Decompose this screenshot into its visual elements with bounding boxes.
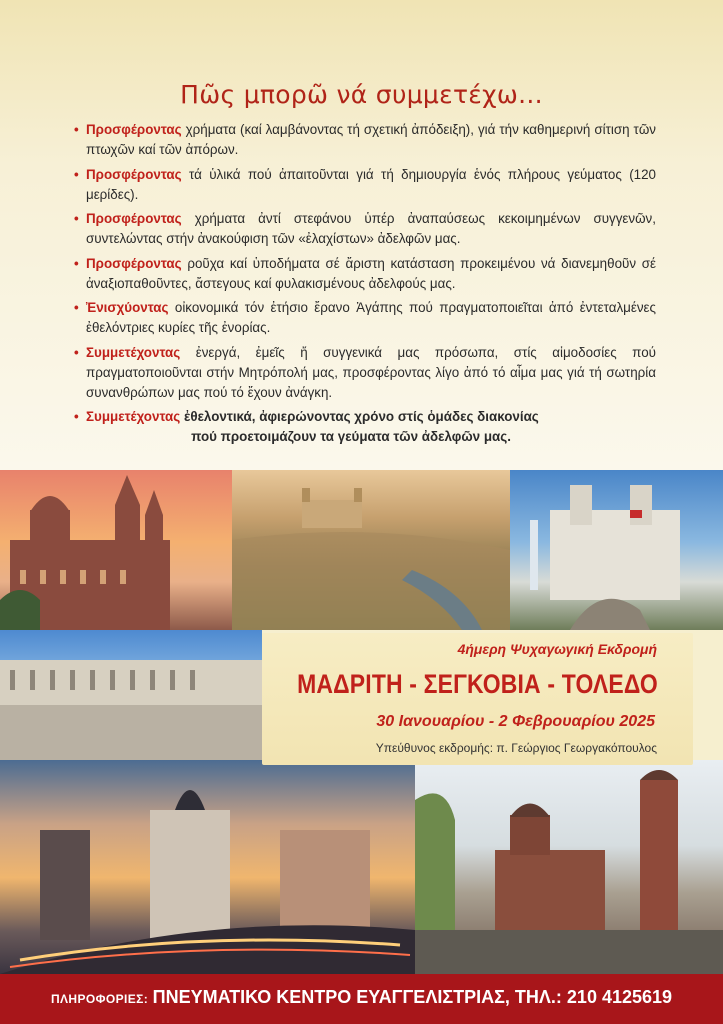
list-item: [74, 165, 656, 205]
bullet-icon: •: [74, 300, 79, 315]
cathedral-silhouette: [0, 470, 232, 630]
item-text: ἐνεργά, ἐμεῖς ἤ συγγενικά μας πρόσωπα, στίς αἱμοδοσίες πού πραγματοποιοῦνται στήν Μητρόπολή μας, προσφέροντας λίγο ἀπό τό αἷμα μας γιά τή σωτηρία συνανθρώπων μας πού τό ἔχουν ἀνάγκη.: [86, 344, 656, 400]
photo-gran-via: [0, 760, 415, 974]
cibeles-palace: [510, 470, 723, 630]
trip-dates: 30 Ιανουαρίου - 2 Φεβρουαρίου 2025: [376, 713, 655, 730]
list-item: [74, 407, 656, 447]
item-text: τά ὑλικά πού ἀπαιτοῦνται γιά τή δημιουργία ἑνός πλήρους γεύματος (120 μερίδες).: [86, 166, 656, 202]
page-title: Πῶς μπορῶ νά συμμετέχω...: [180, 80, 543, 109]
photo-cibeles: [510, 470, 723, 630]
footer-bar: [0, 974, 723, 1024]
item-lead: Ἐνισχύοντας: [86, 300, 169, 315]
photo-cathedral: [0, 470, 232, 630]
list-item: [74, 343, 656, 403]
bullet-icon: •: [74, 409, 79, 424]
photo-toledo: [232, 470, 510, 630]
item-text: χρήματα ἀντί στεφάνου ὑπέρ ἀναπαύσεως κεκοιμημένων συγγενῶν, συντελώντας στήν ἀνακούφιση τῶν «ἐλαχίστων» ἀδελφῶν μας.: [86, 211, 656, 246]
ways-list: [74, 120, 656, 452]
item-text: οἰκονομικά τόν ἐτήσιο ἔρανο Ἀγάπης πού πραγματοποιεῖται ἀπό ἐντεταλμένες ἐθελόντριες κυρίες τῆς ἐνορίας.: [86, 300, 656, 335]
list-item: [74, 254, 656, 294]
list-item: [74, 209, 656, 249]
footer-text: [0, 987, 723, 1008]
top-panel: [0, 0, 723, 470]
item-lead: Προσφέροντας: [86, 211, 182, 226]
item-text: ροῦχα καί ὑποδήματα σέ ἄριστη κατάσταση προκειμένου νά διανεμηθοῦν σέ ἀναξιοπαθοῦντες, ἄστεγους καί φυλακισμένους ἀδελφούς μας.: [86, 255, 656, 291]
gran-via-street: [0, 760, 415, 974]
item-lead: Συμμετέχοντας: [86, 409, 181, 424]
item-lead: Συμμετέχοντας: [86, 344, 181, 360]
trip-leader: Υπεύθυνος εκδρομής: π. Γεώργιος Γεωργακόπουλος: [375, 741, 657, 755]
bullet-icon: •: [74, 211, 79, 226]
bullet-icon: •: [74, 122, 79, 137]
item-lead: Προσφέροντας: [86, 255, 182, 271]
bullet-icon: •: [74, 255, 79, 271]
item-text: χρήματα (καί λαμβάνοντας τή σχετική ἀπόδειξη), γιά τήν καθημερινή σίτιση τῶν πτωχῶν καί τῶν ἀπόρων.: [86, 122, 656, 157]
list-item: [74, 120, 656, 160]
brick-church: [415, 760, 723, 974]
bullet-icon: •: [74, 344, 79, 360]
trip-destinations: ΜΑΔΡΙΤΗ - ΣΕΓΚΟΒΙΑ - ΤΟΛΕΔΟ: [297, 669, 658, 699]
item-text-continued: πού προετοιμάζουν τα γεύματα τῶν ἀδελφῶν μας.: [191, 429, 511, 444]
footer-org: ΠΝΕΥΜΑΤΙΚΟ ΚΕΝΤΡΟ ΕΥΑΓΓΕΛΙΣΤΡΙΑΣ, ΤΗΛ.: 210 4125619: [152, 987, 673, 1007]
item-lead: Προσφέροντας: [86, 122, 182, 137]
item-text: ἐθελοντικά, ἀφιερώνοντας χρόνο στίς ὁμάδες διακονίας: [183, 409, 539, 424]
footer-label: ΠΛΗΡΟΦΟΡΙΕΣ:: [50, 992, 149, 1006]
bullet-icon: •: [74, 166, 79, 182]
trip-info-box: [262, 633, 693, 765]
photo-church: [415, 760, 723, 974]
item-lead: Προσφέροντας: [86, 166, 182, 182]
trip-subtitle: 4ήμερη Ψυχαγωγική Εκδρομή: [457, 641, 657, 657]
toledo-city-view: [232, 470, 510, 630]
list-item: [74, 298, 656, 338]
